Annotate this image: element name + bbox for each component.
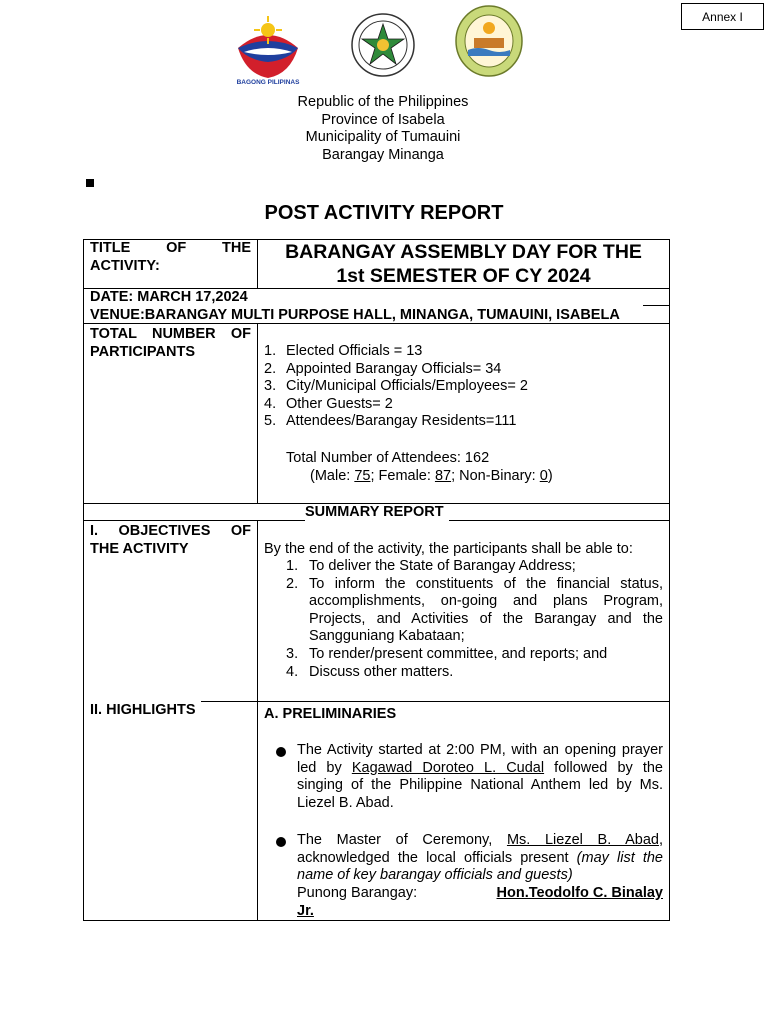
header-republic: Republic of the Philippines — [297, 94, 469, 110]
nonbinary-count: 0 — [539, 468, 548, 484]
objectives-label — [90, 523, 251, 558]
highlight-opening-prayer: The Activity started at 2:00 PM, with an opening prayer led by Kagawad Doroteo L. Cudal followed by the singing of the Philippine National Anthem led by Ms. Liezel B. Abad. — [297, 742, 663, 811]
column-divider — [257, 323, 258, 503]
list-item: 2. To inform the constituents of the financial status, accomplishments, on-going and plans Program, Projects, and Activities of the Barangay and the Sangguniang Kabataan; — [286, 575, 663, 645]
activity-title-line2: 1st SEMESTER OF CY 2024 — [336, 265, 591, 287]
header-province: Province of Isabela — [321, 111, 445, 128]
bullet-icon — [276, 747, 286, 757]
activity-venue: VENUE:BARANGAY MULTI PURPOSE HALL, MINANGA, TUMAUINI, ISABELA — [90, 307, 620, 323]
row-divider — [449, 520, 670, 521]
list-item: 3. To render/present committee, and reports; and — [286, 645, 608, 662]
column-divider — [257, 520, 258, 921]
list-item: 4. Other Guests= 2 — [264, 395, 393, 412]
participants-label-line1: TOTAL NUMBER OF — [90, 326, 251, 342]
municipal-seal-icon — [350, 12, 416, 78]
square-bullet-icon — [86, 179, 94, 187]
list-item: 3. City/Municipal Officials/Employees= 2 — [264, 378, 528, 395]
punong-barangay-name-suffix: Jr. — [297, 903, 314, 919]
objectives-intro: By the end of the activity, the participants shall be able to: — [264, 541, 633, 557]
participants-label-line2: PARTICIPANTS — [90, 343, 195, 360]
objectives-label-line2: THE ACTIVITY — [90, 540, 189, 557]
female-count: 87 — [434, 468, 452, 484]
objectives-label-line1: I. OBJECTIVES OF — [90, 523, 251, 539]
list-item: 1. To deliver the State of Barangay Address; — [286, 558, 576, 574]
mc-name: Ms. Liezel B. Abad — [506, 832, 659, 848]
bagong-pilipinas-text: BAGONG PILIPINAS — [236, 79, 300, 86]
punong-barangay-label: Punong Barangay: — [297, 885, 418, 901]
report-title: POST ACTIVITY REPORT — [264, 202, 504, 224]
gender-breakdown: (Male: 75; Female: 87; Non-Binary: 0) — [310, 468, 553, 484]
punong-barangay-name: Hon.Teodolfo C. Binalay — [496, 885, 663, 901]
preliminaries-heading: A. PRELIMINARIES — [264, 706, 397, 722]
row-divider — [83, 520, 305, 521]
bullet-icon — [276, 837, 286, 847]
activity-title — [258, 240, 669, 288]
participants-label — [90, 326, 251, 361]
list-item: 4. Discuss other matters. — [286, 663, 454, 680]
highlight-master-of-ceremony: The Master of Ceremony, Ms. Liezel B. Abad, acknowledged the local officials present (may list the name of key barangay officials and guests) — [297, 832, 663, 884]
activity-date: DATE: MARCH 17,2024 — [90, 289, 248, 305]
prayer-leader-name: Kagawad Doroteo L. Cudal — [351, 759, 545, 776]
row-divider — [201, 701, 670, 702]
male-count: 75 — [354, 468, 371, 484]
list-item: 1. Elected Officials = 13 — [264, 343, 423, 359]
activity-title-line1: BARANGAY ASSEMBLY DAY FOR THE — [285, 241, 642, 263]
total-attendees: Total Number of Attendees: 162 — [286, 450, 490, 466]
letterhead — [200, 94, 566, 164]
title-label-line2: ACTIVITY: — [90, 257, 160, 274]
header-municipality: Municipality of Tumauini — [305, 129, 461, 146]
header-barangay: Barangay Minanga — [322, 146, 444, 163]
row-divider — [643, 305, 670, 306]
title-label — [90, 240, 251, 275]
annex-label: Annex I — [681, 3, 764, 30]
title-label-line1: TITLE OF THE — [90, 240, 251, 256]
list-item: 5. Attendees/Barangay Residents=111 — [264, 413, 517, 430]
objectives-list — [286, 558, 663, 681]
highlights-label: II. HIGHLIGHTS — [90, 702, 196, 718]
summary-heading: SUMMARY REPORT — [305, 504, 444, 520]
bagong-pilipinas-logo — [230, 12, 306, 88]
list-item: 2. Appointed Barangay Officials= 34 — [264, 360, 502, 377]
participants-list — [264, 343, 664, 431]
barangay-minanga-seal-icon — [454, 4, 524, 78]
